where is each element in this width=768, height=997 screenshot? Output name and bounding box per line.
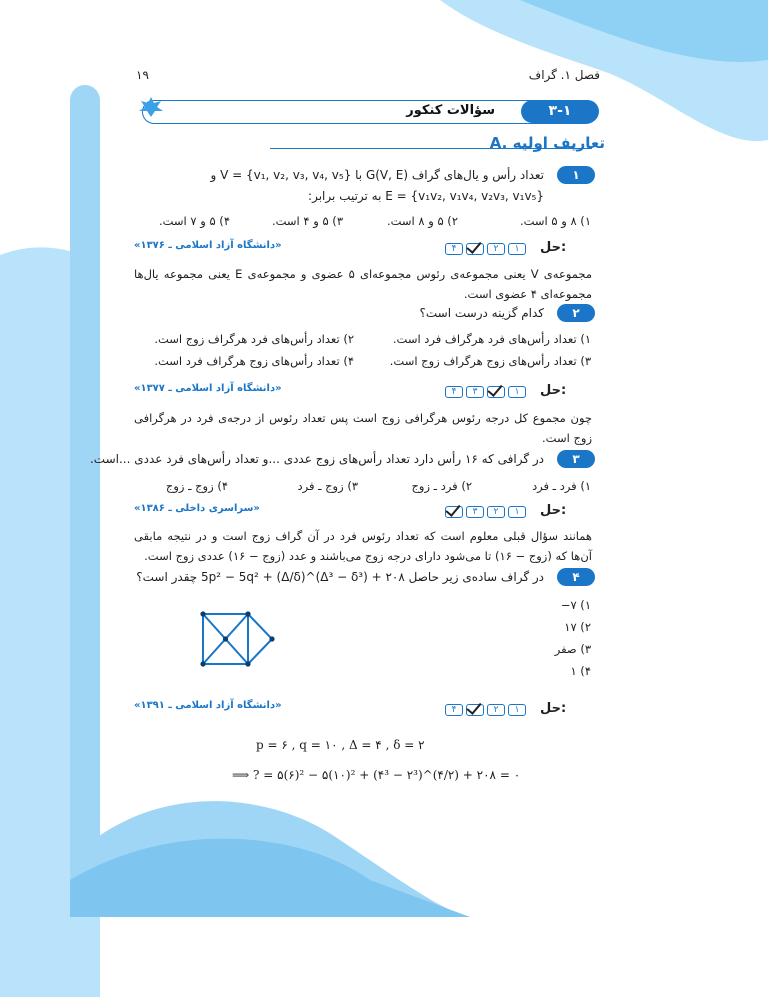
q1-solution-label: حل:: [540, 240, 567, 255]
question-badge-2: ۲: [557, 304, 595, 322]
q1-option-4[interactable]: ۴) ۵ و ۷ است.: [158, 214, 230, 228]
q4-box-2[interactable]: ۲: [487, 704, 505, 716]
q3-source: «سراسری داخلی ـ ۱۳۸۶»: [134, 503, 260, 514]
q1-box-1[interactable]: ۱: [508, 243, 526, 255]
q4-option-4[interactable]: ۴) ۱: [570, 664, 591, 678]
graph-figure: [195, 608, 277, 668]
q2-answer: چون مجموع کل درجه رئوس هرگرافی زوج است پس تعداد رئوس از درجه‌ی فرد در هرگرافی زوج است.: [134, 411, 592, 445]
q3-box-1[interactable]: ۱: [508, 506, 526, 518]
q1-box-2[interactable]: ۲: [487, 243, 505, 255]
q3-box-3[interactable]: ۳: [466, 506, 484, 518]
q3-option-3[interactable]: ۳) زوج ـ فرد: [297, 479, 358, 493]
q1-box-3-checked[interactable]: [466, 243, 484, 255]
q2-box-1[interactable]: ۱: [508, 386, 526, 398]
q4-calc-values: p = ۶ , q = ۱۰ , Δ = ۴ , δ = ۲: [256, 738, 425, 752]
chapter-title: فصل ۱. گراف: [528, 68, 600, 82]
question-3-text: در گرافی که ۱۶ رأس دارد تعداد رأس‌های زوج عددی ...و تعداد رأس‌های فرد عددی ...است.: [89, 452, 544, 466]
q3-answer-boxes: [445, 506, 526, 519]
q4-box-1[interactable]: ۱: [508, 704, 526, 716]
q4-box-3-checked[interactable]: [466, 704, 484, 716]
q4-answer-boxes: [445, 704, 526, 717]
q2-box-2-checked[interactable]: [487, 386, 505, 398]
question-1-line-2: E = {v₁v₂, v₁v₄, v₂v₃, v₁v₅} به ترتیب برابر:: [308, 189, 544, 203]
q2-source: «دانشگاه آزاد اسلامی ـ ۱۳۷۷»: [134, 383, 282, 394]
q4-source: «دانشگاه آزاد اسلامی ـ ۱۳۹۱»: [134, 700, 282, 711]
graph-vertex: [223, 636, 228, 641]
question-badge-1: ۱: [557, 166, 595, 184]
graph-vertex: [200, 611, 205, 616]
question-4-text: در گراف ساده‌ی زیر حاصل ۲۰۸ + (Δ³ − δ³)^(Δ/δ) + 5p² − 5q² چقدر است؟: [136, 570, 544, 584]
q1-source: «دانشگاه آزاد اسلامی ـ ۱۳۷۶»: [134, 240, 282, 251]
question-1-line-1: تعداد رأس و یال‌های گراف G(V, E) با {v₁, v₂, v₃, v₄, v₅} = V و: [210, 168, 544, 182]
q1-option-3[interactable]: ۳) ۵ و ۴ است.: [271, 214, 343, 228]
section-bar: [142, 100, 598, 124]
q3-option-2[interactable]: ۲) فرد ـ زوج: [411, 479, 472, 493]
graph-vertex: [200, 661, 205, 666]
question-2-text: کدام گزینه درست است؟: [419, 306, 544, 320]
q4-option-1[interactable]: ۱) ۷−: [560, 598, 591, 612]
q4-option-2[interactable]: ۲) ۱۷: [564, 620, 591, 634]
q1-answer-boxes: [445, 243, 526, 256]
q1-box-4[interactable]: ۴: [445, 243, 463, 255]
q4-option-3[interactable]: ۳) صفر: [554, 642, 591, 656]
section-title: سؤالات کنکور: [406, 103, 495, 118]
q2-option-3[interactable]: ۳) تعداد رأس‌های زوج هرگراف زوج است.: [389, 354, 591, 368]
section-number: ۳-۱: [521, 100, 599, 123]
q3-solution-label: حل:: [540, 503, 567, 518]
q2-option-1[interactable]: ۱) تعداد رأس‌های فرد هرگراف فرد است.: [392, 332, 591, 346]
q2-option-2[interactable]: ۲) تعداد رأس‌های فرد هرگراف زوج است.: [154, 332, 354, 346]
q1-answer: مجموعه‌ی V یعنی مجموعه‌ی رئوس مجموعه‌ای ۵ عضوی و مجموعه‌ی E یعنی مجموعه یال‌ها مجموعه‌ای ۴ عضوی است.: [134, 267, 592, 301]
page-number: ۱۹: [136, 68, 149, 82]
q4-solution-label: حل:: [540, 701, 567, 716]
q2-answer-boxes: [445, 386, 526, 399]
q3-box-2[interactable]: ۲: [487, 506, 505, 518]
subsection-rule: [270, 148, 592, 149]
graph-vertex: [245, 661, 250, 666]
q2-option-4[interactable]: ۴) تعداد رأس‌های زوج هرگراف فرد است.: [154, 354, 354, 368]
q4-calc-result: ⟹ ? = ۵(۶)² − ۵(۱۰)² + (۴³ − ۲³)^(۴/۲) + ۲۰۸ = ۰: [232, 768, 521, 782]
q3-answer: همانند سؤال قبلی معلوم است که تعداد رئوس فرد در آن گراف زوج است و در نتیجه مابقی آن‌ها که (زوج − ۱۶) تا می‌شود دارای درجه زوج می‌باشند و عدد (زوج − ۱۶) عددی زوج است.: [134, 529, 592, 563]
q1-option-1[interactable]: ۱) ۸ و ۵ است.: [519, 214, 591, 228]
q2-box-3[interactable]: ۳: [466, 386, 484, 398]
q2-box-4[interactable]: ۴: [445, 386, 463, 398]
q2-solution-label: حل:: [540, 383, 567, 398]
question-badge-3: ۳: [557, 450, 595, 468]
question-badge-4: ۴: [557, 568, 595, 586]
q4-box-4[interactable]: ۴: [445, 704, 463, 716]
subsection-title: A. تعاریف اولیه: [489, 134, 605, 152]
q3-option-4[interactable]: ۴) زوج ـ زوج: [165, 479, 228, 493]
q1-option-2[interactable]: ۲) ۵ و ۸ است.: [386, 214, 458, 228]
graph-vertex: [245, 611, 250, 616]
q3-box-4-checked[interactable]: [445, 506, 463, 518]
q3-option-1[interactable]: ۱) فرد ـ فرد: [532, 479, 591, 493]
graph-vertex: [269, 636, 274, 641]
leaf-icon: [137, 95, 165, 119]
